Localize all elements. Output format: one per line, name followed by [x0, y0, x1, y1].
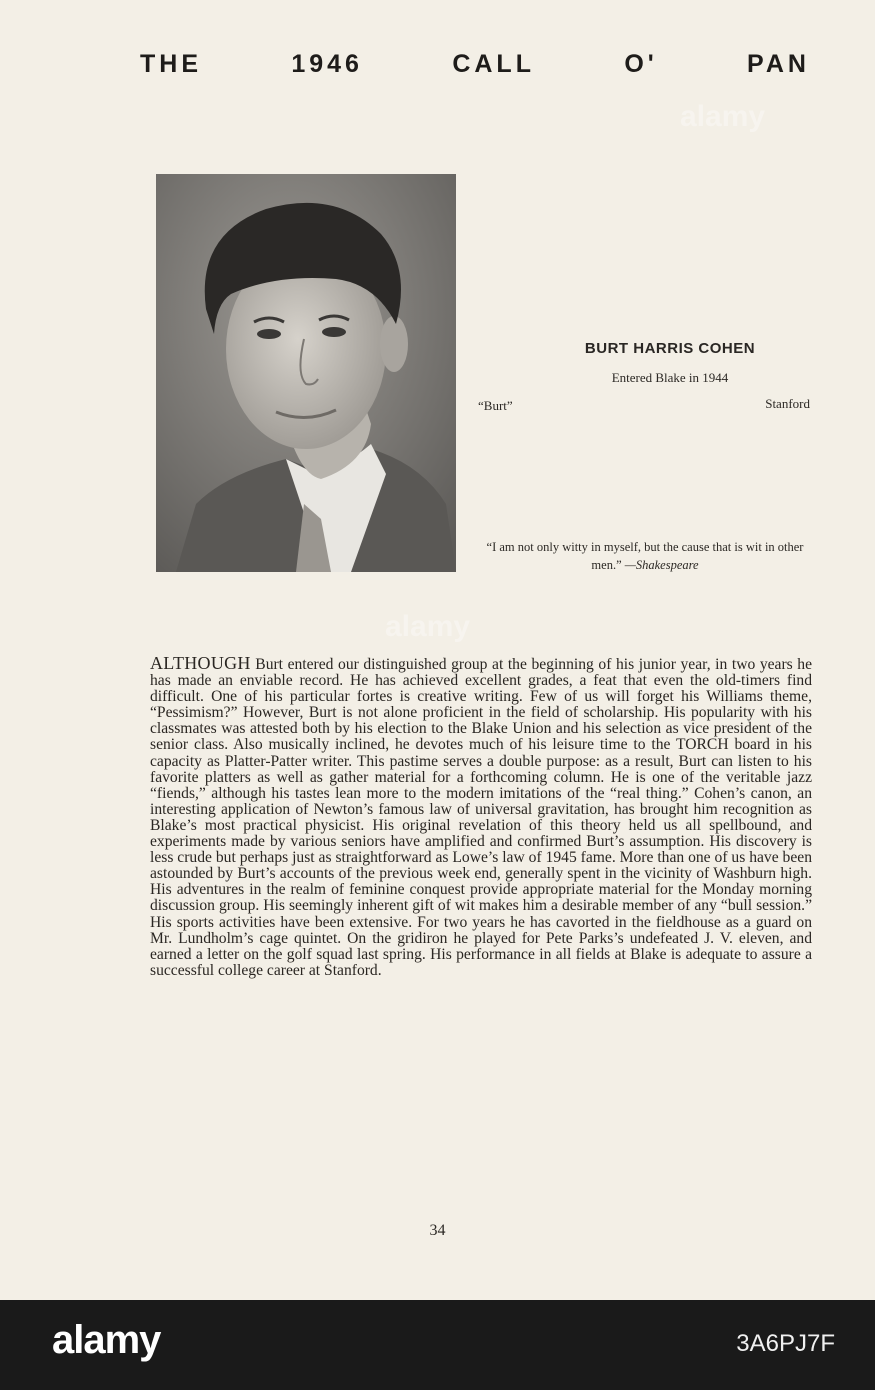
- senior-name: BURT HARRIS COHEN: [584, 340, 756, 357]
- page-number: 34: [429, 1222, 446, 1239]
- stock-logo: alamy: [52, 1318, 161, 1362]
- quote-author: —Shakespeare: [624, 558, 699, 572]
- biography-text: [150, 655, 812, 979]
- biography-lead: ALTHOUGH: [150, 653, 251, 673]
- senior-nickname: “Burt”: [478, 398, 513, 413]
- image-code: 3A6PJ7F: [736, 1330, 835, 1357]
- header-word: 1946: [291, 50, 363, 78]
- portrait-photo: [156, 174, 456, 572]
- watermark: alamy: [680, 100, 766, 133]
- biography-body: Burt entered our distinguished group at the beginning of his junior year, in two years he has made an enviable record. He has achieved excellent grades, a feat that even the old-timers find difficult. One of his particular fortes is creative writing. Few of us will forget his Williams theme, “Pessimism?” However, Burt is not alone proficient in the field of scholarship. His popularity with his classmates was attested both by his election to the Blake Union and his selection as vice president of the senior class. Also musically inclined, he devotes much of his leisure time to the TORCH board in his capacity as Platter-Patter writer. This pastime serves a double purpose: as a result, Burt can listen to his favorite platters as well as gather material for a forthcoming column. He is one of the veritable jazz “fiends,” although his tastes lean more to the modern imitations of the “real thing.” Cohen’s canon, an interesting application of Newton’s famous law of universal gravitation, has brought him recognition as Blake’s most practical physicist. His original revelation of this theory held us all spellbound, and experiments made by various seniors have amplified and confirmed Burt’s assumption. His discovery is less crude but perhaps just as straightforward as Lowe’s law of 1945 fame. More than one of us have been astounded by Burt’s accounts of the previous week end, generally spent in the vicinity of Washburn high. His adventures in the realm of feminine conquest provide appropriate material for the Monday morning discussion group. His seemingly inherent gift of wit makes him a desirable member of any “bull session.” His sports activities have been extensive. For two years he has cavorted in the fieldhouse as a guard on Mr. Lundholm’s cage quintet. On the gridiron he played for Pete Parks’s undefeated J. V. eleven, and earned a letter on the golf squad last spring. His performance in all fields at Blake is adequate to assure a successful college career at Stanford.: [150, 656, 812, 979]
- header-word: CALL: [452, 50, 535, 78]
- senior-college: Stanford: [765, 396, 810, 411]
- entered-year: Entered Blake in 1944: [611, 370, 729, 385]
- watermark: alamy: [385, 610, 471, 643]
- senior-quote: [470, 538, 820, 574]
- yearbook-header: [140, 50, 810, 79]
- header-word: PAN: [747, 50, 810, 78]
- header-word: O': [624, 50, 658, 78]
- quote-text: “I am not only witty in myself, but the cause that is wit in other men.”: [486, 540, 804, 572]
- header-word: THE: [140, 50, 202, 78]
- portrait-illustration: [156, 174, 456, 572]
